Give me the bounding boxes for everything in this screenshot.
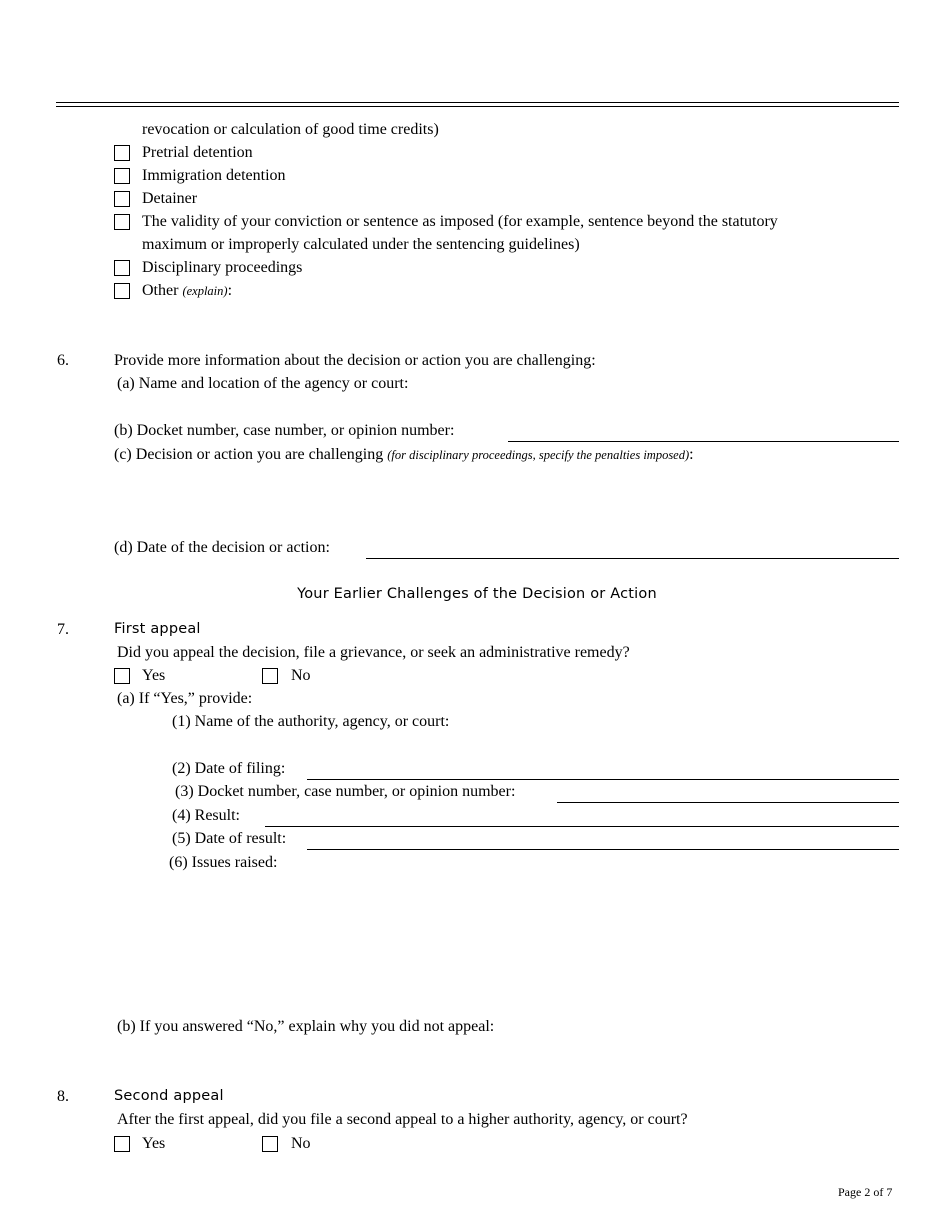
q8-no-checkbox[interactable] [262, 1136, 278, 1152]
q8-yes-checkbox[interactable] [114, 1136, 130, 1152]
q6-number: 6. [57, 352, 69, 369]
q7-prompt: Did you appeal the decision, file a grievance, or seek an administrative remedy? [117, 644, 630, 661]
q7-a2-label: (2) Date of filing: [172, 760, 286, 777]
q7-title: First appeal [114, 621, 201, 637]
header-rule-top [56, 102, 899, 103]
q6-c-text: (c) Decision or action you are challenging [114, 446, 388, 463]
q7-yes-label: Yes [142, 667, 166, 684]
detainer-checkbox[interactable] [114, 191, 130, 207]
other-label-note: (explain) [182, 284, 228, 298]
q6-prompt: Provide more information about the decision or action you are challenging: [114, 352, 596, 369]
q7-a2-field[interactable] [307, 779, 899, 780]
q6-c-label [114, 446, 694, 464]
q6-c-suffix: : [689, 446, 694, 463]
pretrial-detention-checkbox[interactable] [114, 145, 130, 161]
q7-no-label: No [291, 667, 311, 684]
conviction-validity-label: The validity of your conviction or sentence as imposed (for example, sentence beyond the statutory [142, 213, 778, 230]
q8-yes-label: Yes [142, 1135, 166, 1152]
q6-d-field[interactable] [366, 558, 899, 559]
q8-number: 8. [57, 1088, 69, 1105]
page-number: Page 2 of 7 [838, 1185, 893, 1199]
continuation-line: revocation or calculation of good time credits) [142, 121, 439, 138]
q7-a4-field[interactable] [265, 826, 899, 827]
other-label-suffix: : [227, 282, 233, 299]
q7-a-label: (a) If “Yes,” provide: [117, 690, 253, 707]
immigration-detention-label: Immigration detention [142, 167, 286, 184]
q7-number: 7. [57, 621, 69, 638]
q8-prompt: After the first appeal, did you file a second appeal to a higher authority, agency, or court? [117, 1111, 688, 1128]
disciplinary-proceedings-checkbox[interactable] [114, 260, 130, 276]
q7-yes-checkbox[interactable] [114, 668, 130, 684]
q7-a3-field[interactable] [557, 802, 899, 803]
conviction-validity-checkbox[interactable] [114, 214, 130, 230]
section-heading: Your Earlier Challenges of the Decision or Action [297, 586, 657, 602]
other-label [142, 282, 232, 300]
q6-a-label: (a) Name and location of the agency or court: [117, 375, 409, 392]
detainer-label: Detainer [142, 190, 198, 207]
q6-b-label: (b) Docket number, case number, or opinion number: [114, 422, 455, 439]
conviction-validity-label-line2: maximum or improperly calculated under the sentencing guidelines) [142, 236, 580, 253]
q8-no-label: No [291, 1135, 311, 1152]
header-rule-bottom [56, 106, 899, 107]
disciplinary-proceedings-label: Disciplinary proceedings [142, 259, 303, 276]
q7-a4-label: (4) Result: [172, 807, 240, 824]
immigration-detention-checkbox[interactable] [114, 168, 130, 184]
q6-d-label: (d) Date of the decision or action: [114, 539, 330, 556]
q7-a1-label: (1) Name of the authority, agency, or court: [172, 713, 450, 730]
q6-c-note: (for disciplinary proceedings, specify the penalties imposed) [387, 448, 690, 462]
q8-title: Second appeal [114, 1088, 224, 1104]
q7-a5-label: (5) Date of result: [172, 830, 287, 847]
pretrial-detention-label: Pretrial detention [142, 144, 253, 161]
other-checkbox[interactable] [114, 283, 130, 299]
other-label-text: Other [142, 282, 179, 299]
q7-a5-field[interactable] [307, 849, 899, 850]
q7-a6-label: (6) Issues raised: [169, 854, 278, 871]
q7-no-checkbox[interactable] [262, 668, 278, 684]
q6-b-field[interactable] [508, 441, 899, 442]
q7-b-label: (b) If you answered “No,” explain why you did not appeal: [117, 1018, 495, 1035]
q7-a3-label: (3) Docket number, case number, or opinion number: [175, 783, 516, 800]
